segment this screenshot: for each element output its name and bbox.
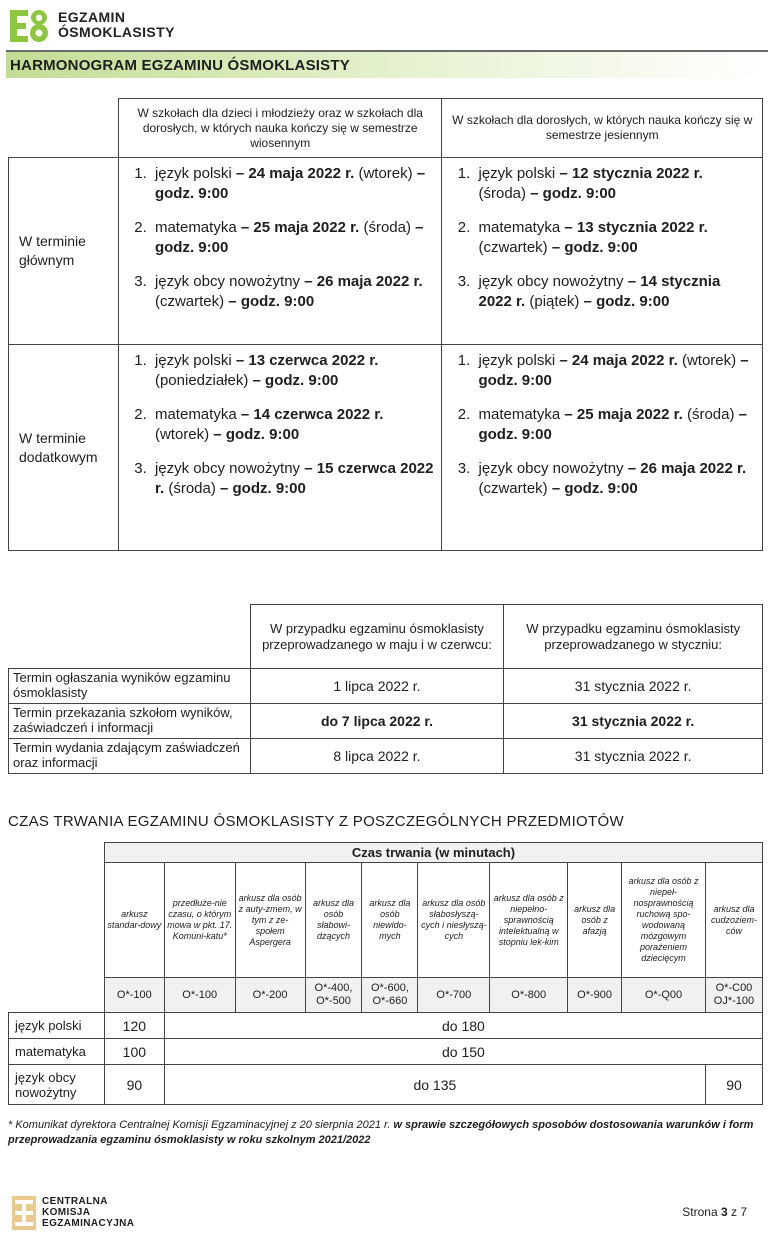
duration-row [9, 1065, 763, 1105]
duration-desc-row [9, 863, 763, 978]
title-banner [6, 50, 768, 78]
page-number: Strona 3 z 7 [682, 1205, 747, 1219]
schedule-row-main [9, 158, 763, 345]
sheet-code: O*-100 [104, 978, 164, 1013]
results-row [9, 704, 763, 739]
sheet-code: O*-200 [235, 978, 305, 1013]
sheet-code: O*-400, O*-500 [305, 978, 362, 1013]
schedule-row-label: W terminie głównym [9, 158, 119, 345]
exam-item: 2. matematyka – 25 maja 2022 r. (środa) – godz. 9:00 [474, 405, 754, 445]
sheet-code: O*-Q00 [622, 978, 706, 1013]
exam-item: 3. język obcy nowożytny – 14 stycznia 2022 r. (piątek) – godz. 9:00 [474, 272, 754, 312]
schedule-cell [442, 345, 763, 551]
results-value: 1 lipca 2022 r. [250, 669, 504, 704]
results-row-label: Termin wydania zdającym zaświadczeń oraz informacji [9, 739, 251, 774]
sheet-type-desc: arkusz dla osób słabosłyszą-cych i niesłyszą-cych [418, 863, 490, 978]
schedule-row-additional [9, 345, 763, 551]
org-line1: CENTRALNA [42, 1196, 108, 1207]
org-line3: EGZAMINACYJNA [42, 1218, 135, 1229]
schedule-row-label: W terminie dodatkowym [9, 345, 119, 551]
sheet-type-desc: arkusz dla osób z afazją [568, 863, 622, 978]
duration-standard: 100 [104, 1039, 164, 1065]
duration-standard: 90 [104, 1065, 164, 1105]
brand-line2: ÓSMOKLASISTY [58, 24, 175, 40]
empty-corner [9, 605, 251, 669]
duration-row [9, 1013, 763, 1039]
exam-item: 1. język polski – 13 czerwca 2022 r. (poniedziałek) – godz. 9:00 [151, 351, 434, 391]
schedule-col2-header: W szkołach dla dorosłych, w których nauka kończy się w semestrze jesiennym [442, 99, 763, 158]
schedule-header-row [9, 99, 763, 158]
sheet-code: O*-900 [568, 978, 622, 1013]
results-col2-header: W przypadku egzaminu ósmoklasisty przeprowadzanego w styczniu: [504, 605, 763, 669]
exam-item: 2. matematyka – 25 maja 2022 r. (środa) – godz. 9:00 [151, 218, 434, 258]
exam-item: 1. język polski – 24 maja 2022 r. (wtorek) – godz. 9:00 [151, 164, 434, 204]
duration-code-row [9, 978, 763, 1013]
results-table [8, 604, 763, 774]
footnote-text-tail: w sprawie szczegółowych sposobów dostosowania warunków i form przeprowadzania egzaminu ósmoklasisty w roku szkolnym 2021/2022 [8, 1119, 754, 1146]
sheet-code: O*-100 [164, 978, 235, 1013]
cke-logo-icon [12, 1196, 36, 1230]
results-row [9, 669, 763, 704]
results-value: 31 stycznia 2022 r. [504, 739, 763, 774]
sheet-type-desc: arkusz dla osób z niepełno-sprawnością intelektualną w stopniu lek-kim [490, 863, 568, 978]
duration-extended: do 135 [164, 1065, 705, 1105]
cke-org-name [42, 1196, 134, 1229]
duration-subject: matematyka [9, 1039, 105, 1065]
sheet-type-desc: przedłuże-nie czasu, o którym mowa w pkt. 17. Komuni-katu* [164, 863, 235, 978]
results-value: 31 stycznia 2022 r. [504, 704, 763, 739]
exam-item: 1. język polski – 24 maja 2022 r. (wtorek) – godz. 9:00 [474, 351, 754, 391]
exam-item: 3. język obcy nowożytny – 26 maja 2022 r. (czwartek) – godz. 9:00 [474, 459, 754, 499]
empty-corner [9, 843, 105, 1013]
duration-header: Czas trwania (w minutach) [104, 843, 762, 863]
duration-table [8, 842, 763, 1105]
sheet-type-desc: arkusz dla osób z auty-zmem, w tym z ze-społem Aspergera [235, 863, 305, 978]
org-line2: KOMISJA [42, 1207, 91, 1218]
exam-item: 2. matematyka – 14 czerwca 2022 r. (wtorek) – godz. 9:00 [151, 405, 434, 445]
results-row [9, 739, 763, 774]
results-row-label: Termin ogłaszania wyników egzaminu ósmoklasisty [9, 669, 251, 704]
results-value: 8 lipca 2022 r. [250, 739, 504, 774]
duration-subject: język obcy nowożytny [9, 1065, 105, 1105]
sheet-code: O*-700 [418, 978, 490, 1013]
duration-section-title: CZAS TRWANIA EGZAMINU ÓSMOKLASISTY Z POSZCZEGÓLNYCH PRZEDMIOTÓW [8, 813, 624, 830]
schedule-cell [118, 345, 442, 551]
duration-title-row [9, 843, 763, 863]
footnote [8, 1118, 768, 1148]
footnote-text: * Komunikat dyrektora Centralnej Komisji Egzaminacyjnej z 20 sierpnia 2021 r. [8, 1119, 391, 1131]
sheet-type-desc: arkusz dla cudzoziem-ców [705, 863, 762, 978]
sheet-code: O*-800 [490, 978, 568, 1013]
exam-item: 3. język obcy nowożytny – 26 maja 2022 r. (czwartek) – godz. 9:00 [151, 272, 434, 312]
empty-corner [9, 99, 119, 158]
exam-brand [58, 10, 175, 40]
exam-item: 1. język polski – 12 stycznia 2022 r. (środa) – godz. 9:00 [474, 164, 754, 204]
duration-extended: do 180 [164, 1013, 762, 1039]
sheet-code: O*-600, O*-660 [362, 978, 418, 1013]
schedule-table [8, 98, 763, 551]
duration-subject: język polski [9, 1013, 105, 1039]
duration-extended: do 150 [164, 1039, 762, 1065]
exam-item: 2. matematyka – 13 stycznia 2022 r. (czwartek) – godz. 9:00 [474, 218, 754, 258]
results-col1-header: W przypadku egzaminu ósmoklasisty przeprowadzanego w maju i w czerwcu: [250, 605, 504, 669]
schedule-col1-header: W szkołach dla dzieci i młodzieży oraz w szkołach dla dorosłych, w których nauka kończy się w semestrze wiosennym [118, 99, 442, 158]
exam-item: 3. język obcy nowożytny – 15 czerwca 2022 r. (środa) – godz. 9:00 [151, 459, 434, 499]
results-header-row [9, 605, 763, 669]
page-title: HARMONOGRAM EGZAMINU ÓSMOKLASISTY [10, 57, 350, 74]
results-value: do 7 lipca 2022 r. [250, 704, 504, 739]
schedule-cell [442, 158, 763, 345]
duration-row [9, 1039, 763, 1065]
brand-line1: EGZAMIN [58, 9, 126, 25]
sheet-type-desc: arkusz dla osób słabowi-dzących [305, 863, 362, 978]
sheet-type-desc: arkusz dla osób z niepeł-nosprawnością ruchową spo-wodowaną mózgowym porażeniem dziecięcym [622, 863, 706, 978]
sheet-type-desc: arkusz dla osób niewido-mych [362, 863, 418, 978]
sheet-type-desc: arkusz standar-dowy [104, 863, 164, 978]
schedule-cell [118, 158, 442, 345]
duration-foreign: 90 [705, 1065, 762, 1105]
e8-logo-icon [8, 8, 52, 44]
results-row-label: Termin przekazania szkołom wyników, zaświadczeń i informacji [9, 704, 251, 739]
results-value: 31 stycznia 2022 r. [504, 669, 763, 704]
sheet-code: O*-C00 OJ*-100 [705, 978, 762, 1013]
duration-standard: 120 [104, 1013, 164, 1039]
